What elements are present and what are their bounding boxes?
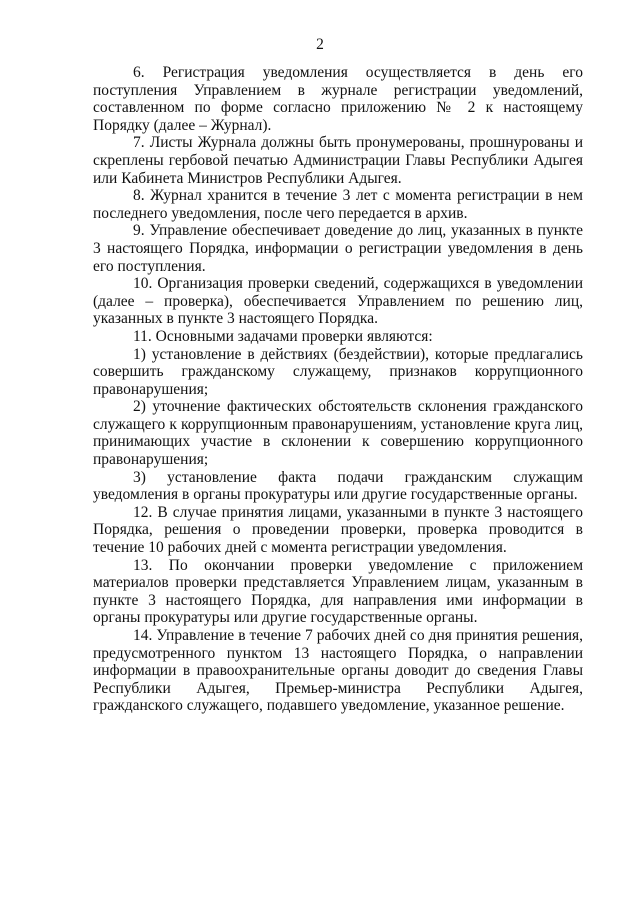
paragraph-item-10: 10. Организация проверки сведений, содержащихся в уведомлении (далее – проверка), обеспечивается Управлением по решению лиц, указанных в пункте 3 настоящего Порядка. (93, 275, 583, 328)
paragraph-item-14: 14. Управление в течение 7 рабочих дней со дня принятия решения, предусмотренного пунктом 13 настоящего Порядка, о направлении информации в правоохранительные органы доводит до сведения Главы Республики Адыгея, Премьер-министра Республики Адыгея, гражданского служащего, подавшего уведомление, указанное решение. (93, 627, 583, 715)
paragraph-item-9: 9. Управление обеспечивает доведение до лиц, указанных в пункте 3 настоящего Порядка, информации о регистрации уведомления в день его поступления. (93, 222, 583, 275)
paragraph-item-11: 11. Основными задачами проверки являются: (133, 327, 433, 345)
paragraph-item-7: 7. Листы Журнала должны быть пронумерованы, прошнурованы и скреплены гербовой печатью Администрации Главы Республики Адыгея или Кабинета Министров Республики Адыгея. (93, 134, 583, 187)
paragraph-item-6: 6. Регистрация уведомления осуществляется в день его поступления Управлением в журнале регистрации уведомлений, составленном по форме согласно приложению № 2 к настоящему Порядку (далее – Журнал). (93, 64, 583, 134)
document-body (93, 64, 583, 715)
paragraph-item-8: 8. Журнал хранится в течение 3 лет с момента регистрации в нем последнего уведомления, после чего передается в архив. (93, 187, 583, 222)
subitem-1: 1) установление в действиях (бездействии), которые предлагались совершить гражданскому служащему, признаков коррупционного правонарушения; (93, 345, 583, 398)
paragraph-item-12: 12. В случае принятия лицами, указанными в пункте 3 настоящего Порядка, решения о проведении проверки, проверка проводится в течение 10 рабочих дней с момента регистрации уведомления. (93, 503, 583, 557)
subitem-2: 2) уточнение фактических обстоятельств склонения гражданского служащего к коррупционным правонарушениям, установление круга лиц, принимающих участие в склонении к совершению коррупционного правонарушения; (93, 398, 583, 469)
paragraph-item-13: 13. По окончании проверки уведомление с приложением материалов проверки представляется Управлением лицам, указанным в пункте 3 настоящего Порядка, для направления ими информации в органы прокуратуры или другие государственные органы. (93, 556, 583, 627)
subitem-3: 3) установление факта подачи гражданским служащим уведомления в органы прокуратуры или другие государственные органы. (93, 468, 583, 504)
page-number: 2 (316, 36, 324, 53)
